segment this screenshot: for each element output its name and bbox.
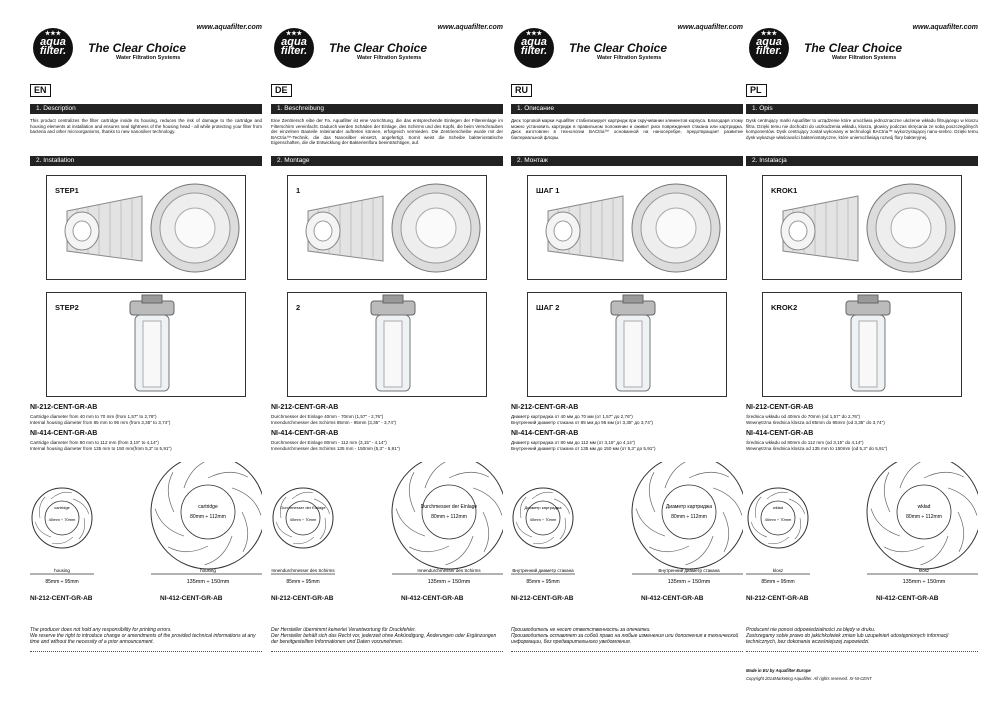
small-swirl: [767, 492, 788, 499]
small-swirl: [320, 518, 326, 539]
dotted-divider: [30, 651, 262, 652]
logo-word-filter: filter.: [520, 45, 548, 57]
diagram-label: 135mm ÷ 150mm: [902, 579, 946, 585]
section-description-heading: 1. Beschreibung: [271, 104, 503, 114]
diagram-label: klosz: [772, 568, 784, 573]
section-installation-heading: 2. Montage: [271, 156, 503, 166]
big-cartridge-circle: [897, 485, 951, 539]
model-name-a: NI-212-CENT-GR-AB: [30, 404, 98, 411]
diagram-label: 135mm ÷ 150mm: [667, 579, 711, 585]
model-name-a: NI-212-CENT-GR-AB: [746, 404, 814, 411]
diagram-label: 80mm ÷ 112mm: [190, 514, 226, 520]
step2-box: [527, 292, 727, 397]
housing-disc-shape: [175, 208, 215, 248]
big-swirl: [449, 472, 489, 478]
big-swirl: [649, 546, 689, 552]
big-swirl: [242, 512, 248, 552]
model-name-a: NI-212-CENT-GR-AB: [271, 404, 339, 411]
section-description-heading: 1. Description: [30, 104, 262, 114]
big-swirl: [884, 546, 924, 552]
size-diagram: [511, 462, 743, 592]
bottom-model-a: NI-212-CENT-GR-AB: [30, 595, 93, 602]
big-swirl: [713, 488, 742, 515]
diagram-label: 80mm ÷ 112mm: [671, 514, 707, 520]
big-swirl: [723, 512, 729, 552]
logo-stars: ★★★: [285, 31, 303, 37]
dotted-divider: [271, 651, 503, 652]
size-diagram-area: [271, 462, 503, 592]
diagram-label: Durchmesser der Einlage: [280, 505, 326, 510]
big-swirl: [665, 462, 692, 488]
small-swirl: [755, 497, 761, 518]
step2-label: STEP2: [55, 303, 79, 312]
big-swirl: [924, 472, 964, 478]
section-installation-heading: 2. Installation: [30, 156, 262, 166]
section-description-heading: 1. Opis: [746, 104, 978, 114]
diagram-label: 40mm ÷ 70mm: [289, 517, 317, 522]
disclaimer-text: The producer does not hold any responsibility for printing errors. We reserve the right to introduce change or amendments of the provided technical informations at any time and without the necessity of a prior announcement.: [30, 627, 256, 645]
disc-hole-shape: [73, 221, 91, 241]
step1-label: ШАГ 1: [536, 186, 560, 195]
diagram-label: cartridge: [54, 505, 70, 510]
small-swirl: [292, 492, 313, 499]
step1-label: KROK1: [771, 186, 798, 195]
big-swirl: [636, 509, 665, 536]
logo-stars: ★★★: [44, 31, 62, 37]
model-name-b: NI-414-CENT-GR-AB: [511, 430, 579, 437]
diagram-label: klosz: [918, 568, 930, 573]
big-swirl: [208, 472, 248, 478]
section-description-heading: 1. Описание: [511, 104, 743, 114]
aquafilter-logo: [274, 28, 314, 68]
spec-text-a: Диаметр картриджа от 40 мм до 70 мм (от 1,57" до 2,76") Внутренний диаметр стакана от 85 мм до 95 мм (от 3,35" до 3,74"): [511, 414, 653, 425]
diagram-label: Durchmesser der Einlage: [420, 504, 478, 510]
language-column-en: [30, 0, 262, 707]
disc-hole-shape: [789, 221, 807, 241]
filter-cartridge-shape: [624, 321, 642, 387]
subtagline: Water Filtration Systems: [116, 55, 181, 61]
small-swirl: [293, 537, 314, 544]
big-swirl: [168, 472, 174, 512]
step1-label: 1: [296, 186, 301, 195]
bottom-model-c: NI-412-CENT-GR-AB: [401, 595, 464, 602]
diagram-label: 85mm ÷ 95mm: [286, 579, 320, 585]
language-code: PL: [746, 84, 767, 97]
filter-inlet-shape: [858, 295, 878, 303]
section-installation-heading: 2. Instalacja: [746, 156, 978, 166]
logo-word-aqua: aqua: [40, 36, 66, 48]
big-swirl: [483, 512, 489, 552]
disc-hole-shape: [554, 221, 572, 241]
diagram-label: wkład: [772, 505, 784, 510]
diagram-label: Внутренний диаметр стакана: [658, 568, 720, 573]
spec-text-b: Cartridge diameter from 80 mm to 112 mm (from 3,15" to 4,14") Internal housing diameter from 135 mm to 150 mm(from 5,3" to 5,91"): [30, 440, 172, 451]
big-swirl: [473, 488, 502, 515]
spec-text-a: Durchmesser der Einlage 40mm - 70mm (1,57" - 2,76") Innendurchmesser des Schirms 85mm - 95mm (3,35" - 3,74"): [271, 414, 397, 425]
logo-word-aqua: aqua: [281, 36, 307, 48]
size-diagram-area: [30, 462, 262, 592]
language-code: RU: [511, 84, 532, 97]
small-swirl: [795, 518, 801, 539]
tagline: The Clear Choice: [569, 41, 668, 55]
model-name-b: NI-414-CENT-GR-AB: [746, 430, 814, 437]
bottom-model-c: NI-412-CENT-GR-AB: [876, 595, 939, 602]
diagram-label: 40mm ÷ 70mm: [48, 517, 76, 522]
step2-label: 2: [296, 303, 301, 312]
language-code: EN: [30, 84, 51, 97]
small-swirl: [79, 518, 85, 539]
small-swirl: [39, 497, 45, 518]
language-column-de: [271, 0, 503, 707]
big-swirl: [689, 472, 729, 478]
tagline: The Clear Choice: [88, 41, 187, 55]
small-swirl: [768, 537, 789, 544]
subtagline: Water Filtration Systems: [357, 55, 422, 61]
big-swirl: [232, 488, 261, 515]
model-name-b: NI-414-CENT-GR-AB: [30, 430, 98, 437]
diagram-label: cartridge: [198, 504, 218, 510]
tagline: The Clear Choice: [329, 41, 428, 55]
footer-copyright: Copyright 2014Marketing Aquafilter. All rights reserved. XI-NI-CENT: [746, 676, 872, 681]
size-diagram: [746, 462, 978, 592]
diagram-label: 85mm ÷ 95mm: [526, 579, 560, 585]
aquafilter-logo: [33, 28, 73, 68]
diagram-label: 80mm ÷ 112mm: [906, 514, 942, 520]
description-text: This product centralizes the filter cartridge inside its housing, reduces the risk of damage to the cartridge and housing elements at installation and ensures seal tightness of the housing head - all while protecting your filter from bacteria and other microorganisms, thanks to new nanosilver technology.: [30, 118, 262, 135]
big-cartridge-circle: [181, 485, 235, 539]
housing-disc-shape: [656, 208, 696, 248]
bottom-model-a: NI-212-CENT-GR-AB: [271, 595, 334, 602]
aquafilter-logo: [749, 28, 789, 68]
step1-illustration: [288, 176, 486, 279]
section-installation-heading: 2. Монтаж: [511, 156, 743, 166]
language-column-pl: [746, 0, 978, 707]
step2-box: [762, 292, 962, 397]
big-swirl: [948, 488, 977, 515]
bottom-model-a: NI-212-CENT-GR-AB: [746, 595, 809, 602]
diagram-label: 40mm ÷ 70mm: [529, 517, 557, 522]
bottom-model-a: NI-212-CENT-GR-AB: [511, 595, 574, 602]
diagram-label: Внутренний диаметр стакана: [512, 568, 574, 573]
big-swirl: [184, 462, 211, 488]
subtagline: Water Filtration Systems: [597, 55, 662, 61]
big-cartridge-circle: [662, 485, 716, 539]
step2-label: ШАГ 2: [536, 303, 560, 312]
spec-text-b: Durchmesser der Einlage 80mm - 112 mm (3,15" - 4,14") Innendurchmesser des Schirms 135 mm - 150mm (5,3" - 5,91"): [271, 440, 400, 451]
disc-hole-shape: [314, 221, 332, 241]
disclaimer-text: Producent nie ponosi odpowiedzialności za błędy w druku. Zastrzegamy sobie prawo do jakichkolwiek zmian lub uzupełnień udostępnionych informacji technicznych, bez dokonania wcześniejszej zapowiedzi.: [746, 627, 949, 645]
step2-label: KROK2: [771, 303, 798, 312]
spec-text-b: Диаметр картриджа от 80 мм до 112 мм (от 3,15" до 4,14") Внутренний диаметр стакана от 135 мм до 150 мм (от 5,3" до 5,91"): [511, 440, 656, 451]
diagram-label: Диаметр картриджа: [665, 504, 713, 510]
small-swirl: [533, 537, 554, 544]
website-url: www.aquafilter.com: [437, 24, 503, 31]
big-swirl: [168, 546, 208, 552]
step1-label: STEP1: [55, 186, 79, 195]
subtagline: Water Filtration Systems: [832, 55, 897, 61]
small-swirl: [52, 537, 73, 544]
big-swirl: [396, 509, 425, 536]
step1-box: [287, 175, 487, 280]
diagram-label: 40mm ÷ 70mm: [764, 517, 792, 522]
disclaimer-text: Производитель не несет ответственность за опечатки. Производитель оставляет за собой право на любые изменения или дополнения в технической информации, без предварительного уведомления.: [511, 627, 739, 645]
description-text: Диск торговой марки Aquafilter стабилизирует картридж при скручивании элементов корпуса. Благодаря этому можно установить картридж в правильном положении и оживит риск повреждения стакана или картриджа. Диск изготовлен в технологии BACtria™ основанной на наносеребре, предотвращает развитие бактериальной флоры.: [511, 118, 743, 140]
logo-stars: ★★★: [760, 31, 778, 37]
filter-inlet-shape: [623, 295, 643, 303]
language-column-ru: [511, 0, 743, 707]
housing-disc-shape: [416, 208, 456, 248]
big-swirl: [205, 536, 232, 565]
dotted-divider: [746, 651, 978, 652]
website-url: www.aquafilter.com: [912, 24, 978, 31]
logo-word-filter: filter.: [39, 45, 67, 57]
housing-disc-shape: [891, 208, 931, 248]
step1-box: [762, 175, 962, 280]
big-swirl: [155, 509, 184, 536]
model-name-b: NI-414-CENT-GR-AB: [271, 430, 339, 437]
big-swirl: [921, 536, 948, 565]
size-diagram-area: [511, 462, 743, 592]
step1-box: [46, 175, 246, 280]
model-name-a: NI-212-CENT-GR-AB: [511, 404, 579, 411]
diagram-label: Innendurchmesser des Schirms: [417, 568, 481, 573]
aquafilter-logo: [514, 28, 554, 68]
step2-box: [46, 292, 246, 397]
description-text: Dysk centrujący marki Aquafilter to urządzenie które umożliwia jednoznaczne ułożenie wkładu filtrującego w kloszu filtra. Dzięki temu nie dochodzi do uszkodzenia wkładu, klosza, głowicy podczas skręcania ze sobą poszczególnych komponentów. Dysk centrujący został wykonany w technologii BACtria™ wykorzystującej nano-srebro. Dzięki temu dysk wykazuje właściwości bakteriostatyczne, które uniemożliwiają rozwój flory bakteryjnej.: [746, 118, 978, 140]
spec-text-b: Średnica wkładu od 80mm do 112 mm (od 3,15" do 4,14") Wewnętrzna średnica klosza od 135 mm to 150mm (od 5,3" do 5,91"): [746, 440, 888, 451]
spec-text-a: Cartridge diameter from 40 mm to 70 mm (from 1,57" to 2,76") Internal housing diameter from 85 mm to 95 mm (from 3,35" to 3,74"): [30, 414, 171, 425]
diagram-label: wkład: [917, 504, 931, 510]
diagram-label: Innendurchmesser des Schirms: [271, 568, 335, 573]
big-swirl: [958, 512, 964, 552]
big-swirl: [425, 462, 452, 488]
logo-word-aqua: aqua: [521, 36, 547, 48]
step2-illustration: [288, 293, 486, 396]
big-swirl: [409, 472, 415, 512]
big-swirl: [884, 472, 890, 512]
big-swirl: [446, 536, 473, 565]
bottom-model-c: NI-412-CENT-GR-AB: [641, 595, 704, 602]
diagram-label: Диаметр картриджа: [524, 505, 562, 510]
diagram-label: housing: [54, 568, 70, 573]
footer-made-in: Made in EU by Aquafilter Europe: [746, 668, 811, 673]
filter-cartridge-shape: [384, 321, 402, 387]
diagram-label: housing: [200, 568, 216, 573]
logo-word-filter: filter.: [280, 45, 308, 57]
disclaimer-text: Der Hersteller übernimmt keinerlei Verantwortung für Druckfehler. Der Hersteller behält sich das Recht vor, jederzeit ohne Ankündigung, Änderungen oder Ergänzungen der bereitgestellten Informationen und Daten vorzunehmen.: [271, 627, 497, 645]
filter-cartridge-shape: [143, 321, 161, 387]
diagram-label: 85mm ÷ 95mm: [45, 579, 79, 585]
big-cartridge-circle: [422, 485, 476, 539]
diagram-label: 80mm ÷ 112mm: [431, 514, 467, 520]
big-swirl: [409, 546, 449, 552]
description-text: Eine Zentriersch eibe der Fa. Aquafilter ist eine Vorrichtung, die das entsprechende Einlegen der Filtereinlage im Filterschirm vereinfacht. Dadurch werden Schäden der Einlage, des Schirms und des Kopfs, die beim Verschrauben der einzelnen Bauteile miteinander auftreten können, erfolgreich vermieden. Die Zentrierscheibe wurde mit der BACtria™-Technik, die das Nanosilber einsetzt, angefertigt. Somit weist die Scheibe bakteriostatische Eigenschaften, die die Entwicklung der Bakterienflora beeinträchtigen, auf.: [271, 118, 503, 146]
step1-box: [527, 175, 727, 280]
big-swirl: [686, 536, 713, 565]
size-diagram: [30, 462, 262, 592]
tagline: The Clear Choice: [804, 41, 903, 55]
diagram-label: 85mm ÷ 95mm: [761, 579, 795, 585]
diagram-label: 135mm ÷ 150mm: [427, 579, 471, 585]
small-swirl: [560, 518, 566, 539]
logo-stars: ★★★: [525, 31, 543, 37]
logo-word-aqua: aqua: [756, 36, 782, 48]
big-swirl: [871, 509, 900, 536]
small-swirl: [51, 492, 72, 499]
size-diagram-area: [746, 462, 978, 592]
big-swirl: [900, 462, 927, 488]
filter-inlet-shape: [142, 295, 162, 303]
website-url: www.aquafilter.com: [196, 24, 262, 31]
size-diagram: [271, 462, 503, 592]
logo-word-filter: filter.: [755, 45, 783, 57]
big-swirl: [649, 472, 655, 512]
spec-text-a: Średnica wkładu od 40mm do 70mm (od 1,57" do 2,76") Wewnętrzna średnica klosza od 85mm do 95mm (od 3,35" do 3,74"): [746, 414, 885, 425]
step2-box: [287, 292, 487, 397]
language-code: DE: [271, 84, 292, 97]
diagram-label: 135mm ÷ 150mm: [186, 579, 230, 585]
website-url: www.aquafilter.com: [677, 24, 743, 31]
small-swirl: [532, 492, 553, 499]
filter-cartridge-shape: [859, 321, 877, 387]
dotted-divider: [511, 651, 743, 652]
filter-inlet-shape: [383, 295, 403, 303]
bottom-model-c: NI-412-CENT-GR-AB: [160, 595, 223, 602]
